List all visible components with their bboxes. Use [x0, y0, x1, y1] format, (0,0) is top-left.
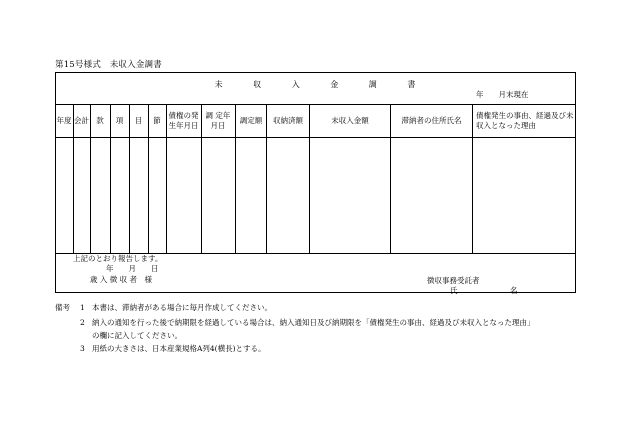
agent-name-line: 氏 名 — [450, 286, 518, 295]
column-divider — [472, 104, 473, 253]
note-text: 本書は、滞納者がある場合に毎月作成してください。 — [92, 303, 272, 312]
form-number-title: 第15号様式 未収入金調書 — [55, 60, 162, 70]
column-header-kou: 項 — [115, 116, 124, 125]
header-bottom-rule — [55, 137, 576, 138]
note-text: 用紙の大きさは、日本産業規格A列4(横長)とする。 — [92, 344, 266, 353]
column-header-reason: 債権発生の事由、経過及び未収入となった理由 — [476, 111, 574, 130]
column-header-uncollected-amount: 未収入金額 — [331, 116, 369, 125]
notes-heading: 備考 — [55, 303, 70, 312]
as-of-date: 年 月末現在 — [476, 90, 529, 99]
note-number: 1 — [80, 303, 85, 312]
column-header-claim-date: 債権の発 生年月日 — [168, 111, 199, 130]
column-header-fiscal-year: 年度 — [56, 116, 72, 125]
column-header-setsu: 節 — [153, 116, 161, 125]
column-header-debtor-address-name: 滞納者の住所氏名 — [401, 116, 462, 125]
report-addressee: 歳 入 徴 収 者 様 — [90, 275, 153, 284]
note-number: 3 — [80, 344, 85, 353]
note-number: 2 — [80, 318, 85, 327]
column-header-collected-amount: 収納済額 — [273, 116, 303, 125]
report-statement: 上記のとおり報告します。 — [73, 254, 163, 263]
column-header-moku: 目 — [134, 116, 143, 125]
column-header-assessed-amount: 調定額 — [239, 116, 263, 125]
note-text: 納入の通知を行った後で納期限を経過している場合は、納入通知日及び納期限を「債権発生の事由、経過及び未収入となった理由」 — [92, 318, 535, 327]
column-header-assess-date: 調 定年月日 — [205, 111, 231, 130]
document-title: 未 収 入 金 調 書 — [214, 80, 430, 89]
note-text-continued: の欄に記入してください。 — [92, 331, 182, 340]
agent-label: 徴収事務受託者 — [427, 276, 480, 285]
column-header-account: 会計 — [74, 116, 89, 125]
report-date-line: 年 月 日 — [106, 264, 159, 273]
column-header-kan: 款 — [96, 116, 104, 125]
